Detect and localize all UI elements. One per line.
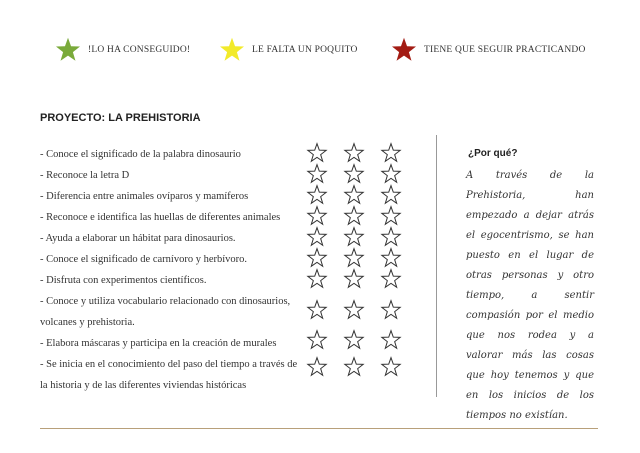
rating-star-outline	[345, 144, 363, 162]
legend-star-shape-0	[56, 38, 80, 61]
rating-star-outline	[308, 331, 326, 349]
criterion-10: - Se inicia en el conocimiento del paso del tiempo a través de la historia y de las diferentes viviendas históricas	[40, 359, 298, 391]
rating-star-outline	[308, 301, 326, 319]
rating-star-outline	[382, 207, 400, 225]
rating-row-4	[306, 205, 417, 227]
rating-star-icon[interactable]	[343, 184, 365, 206]
criterion-9: - Elabora máscaras y participa en la creación de murales	[40, 338, 277, 349]
rating-star-icon[interactable]	[343, 247, 365, 269]
rating-star-outline	[345, 207, 363, 225]
criterion-5: - Ayuda a elaborar un hábitat para dinosaurios.	[40, 233, 236, 244]
rating-star-icon[interactable]	[343, 205, 365, 227]
rating-star-outline	[308, 358, 326, 376]
rating-star-icon[interactable]	[380, 205, 402, 227]
legend-label: LE FALTA UN POQUITO	[252, 45, 358, 55]
rating-star-outline	[345, 270, 363, 288]
criterion-7: - Disfruta con experimentos científicos.	[40, 275, 207, 286]
rating-star-outline	[345, 301, 363, 319]
rating-star-outline	[382, 249, 400, 267]
rating-star-icon[interactable]	[380, 184, 402, 206]
rating-star-outline	[382, 228, 400, 246]
rating-star-icon[interactable]	[343, 226, 365, 248]
rating-row-3	[306, 184, 417, 206]
rating-star-outline	[308, 270, 326, 288]
rating-star-outline	[308, 207, 326, 225]
criterion-1: - Conoce el significado de la palabra dinosaurio	[40, 149, 241, 160]
rating-star-icon[interactable]	[380, 247, 402, 269]
rating-row-7	[306, 268, 417, 290]
rating-star-icon[interactable]	[306, 226, 328, 248]
rating-star-outline	[382, 186, 400, 204]
rating-row-6	[306, 247, 417, 269]
rating-star-icon[interactable]	[380, 268, 402, 290]
rating-star-icon[interactable]	[306, 329, 328, 351]
legend-star-shape-2	[392, 38, 416, 61]
rating-star-icon[interactable]	[380, 299, 402, 321]
criterion-4: - Reconoce e identifica las huellas de diferentes animales	[40, 212, 281, 223]
rating-star-outline	[382, 165, 400, 183]
rating-star-outline	[308, 228, 326, 246]
criterion-2: - Reconoce la letra D	[40, 170, 130, 181]
rating-star-icon[interactable]	[380, 226, 402, 248]
rating-row-1	[306, 142, 417, 164]
star-icon	[390, 36, 418, 64]
rating-star-outline	[308, 144, 326, 162]
rating-star-outline	[308, 165, 326, 183]
rating-star-outline	[345, 165, 363, 183]
rating-star-icon[interactable]	[343, 299, 365, 321]
why-heading: ¿Por qué?	[468, 148, 518, 159]
rating-star-outline	[308, 186, 326, 204]
rating-row-8	[306, 299, 417, 321]
rating-star-outline	[308, 249, 326, 267]
rating-star-icon[interactable]	[343, 356, 365, 378]
rating-star-outline	[382, 301, 400, 319]
rating-star-icon[interactable]	[306, 299, 328, 321]
rating-star-outline	[382, 270, 400, 288]
rating-star-icon[interactable]	[306, 163, 328, 185]
rating-star-icon[interactable]	[306, 268, 328, 290]
rating-star-icon[interactable]	[343, 163, 365, 185]
rating-row-9	[306, 329, 417, 351]
rating-star-outline	[382, 144, 400, 162]
rating-star-outline	[345, 249, 363, 267]
rating-star-icon[interactable]	[306, 247, 328, 269]
rating-star-icon[interactable]	[380, 142, 402, 164]
legend-star-shape-1	[220, 38, 244, 61]
rating-star-icon[interactable]	[380, 163, 402, 185]
legend-achieved	[54, 36, 190, 64]
rating-star-icon[interactable]	[343, 268, 365, 290]
rating-star-icon[interactable]	[343, 142, 365, 164]
star-icon	[54, 36, 82, 64]
footer-rule	[40, 428, 598, 429]
legend-label: !LO HA CONSEGUIDO!	[88, 45, 191, 55]
rating-star-outline	[345, 331, 363, 349]
rating-star-icon[interactable]	[306, 205, 328, 227]
legend-almost	[218, 36, 358, 64]
legend-keep-practicing	[390, 36, 586, 64]
rating-row-10	[306, 356, 417, 378]
criterion-6: - Conoce el significado de carnívoro y herbívoro.	[40, 254, 248, 265]
rating-star-icon[interactable]	[380, 356, 402, 378]
column-divider	[436, 135, 437, 397]
rating-row-2	[306, 163, 417, 185]
criterion-3: - Diferencia entre animales ovíparos y mamíferos	[40, 191, 249, 202]
project-title: PROYECTO: LA PREHISTORIA	[40, 112, 201, 124]
rating-star-outline	[345, 358, 363, 376]
rating-star-outline	[382, 331, 400, 349]
rating-star-outline	[382, 358, 400, 376]
rating-row-5	[306, 226, 417, 248]
why-text: A través de la Prehistoria, han empezado a dejar atrás el egocentrismo, se han puesto en el lugar de otras personas y otro tiempo, a sentir compasión por el medio que nos rodea y a valorar más las cosas que hoy tenemos y que en los inicios de los tiempos no existían.	[466, 170, 594, 421]
rating-star-icon[interactable]	[306, 356, 328, 378]
rating-star-icon[interactable]	[380, 329, 402, 351]
legend-label: TIENE QUE SEGUIR PRACTICANDO	[424, 45, 586, 55]
rating-star-icon[interactable]	[306, 184, 328, 206]
rating-star-icon[interactable]	[306, 142, 328, 164]
criterion-8: - Conoce y utiliza vocabulario relacionado con dinosaurios, volcanes y prehistoria.	[40, 296, 291, 328]
rating-star-outline	[345, 186, 363, 204]
rating-star-icon[interactable]	[343, 329, 365, 351]
rating-star-outline	[345, 228, 363, 246]
star-icon	[218, 36, 246, 64]
